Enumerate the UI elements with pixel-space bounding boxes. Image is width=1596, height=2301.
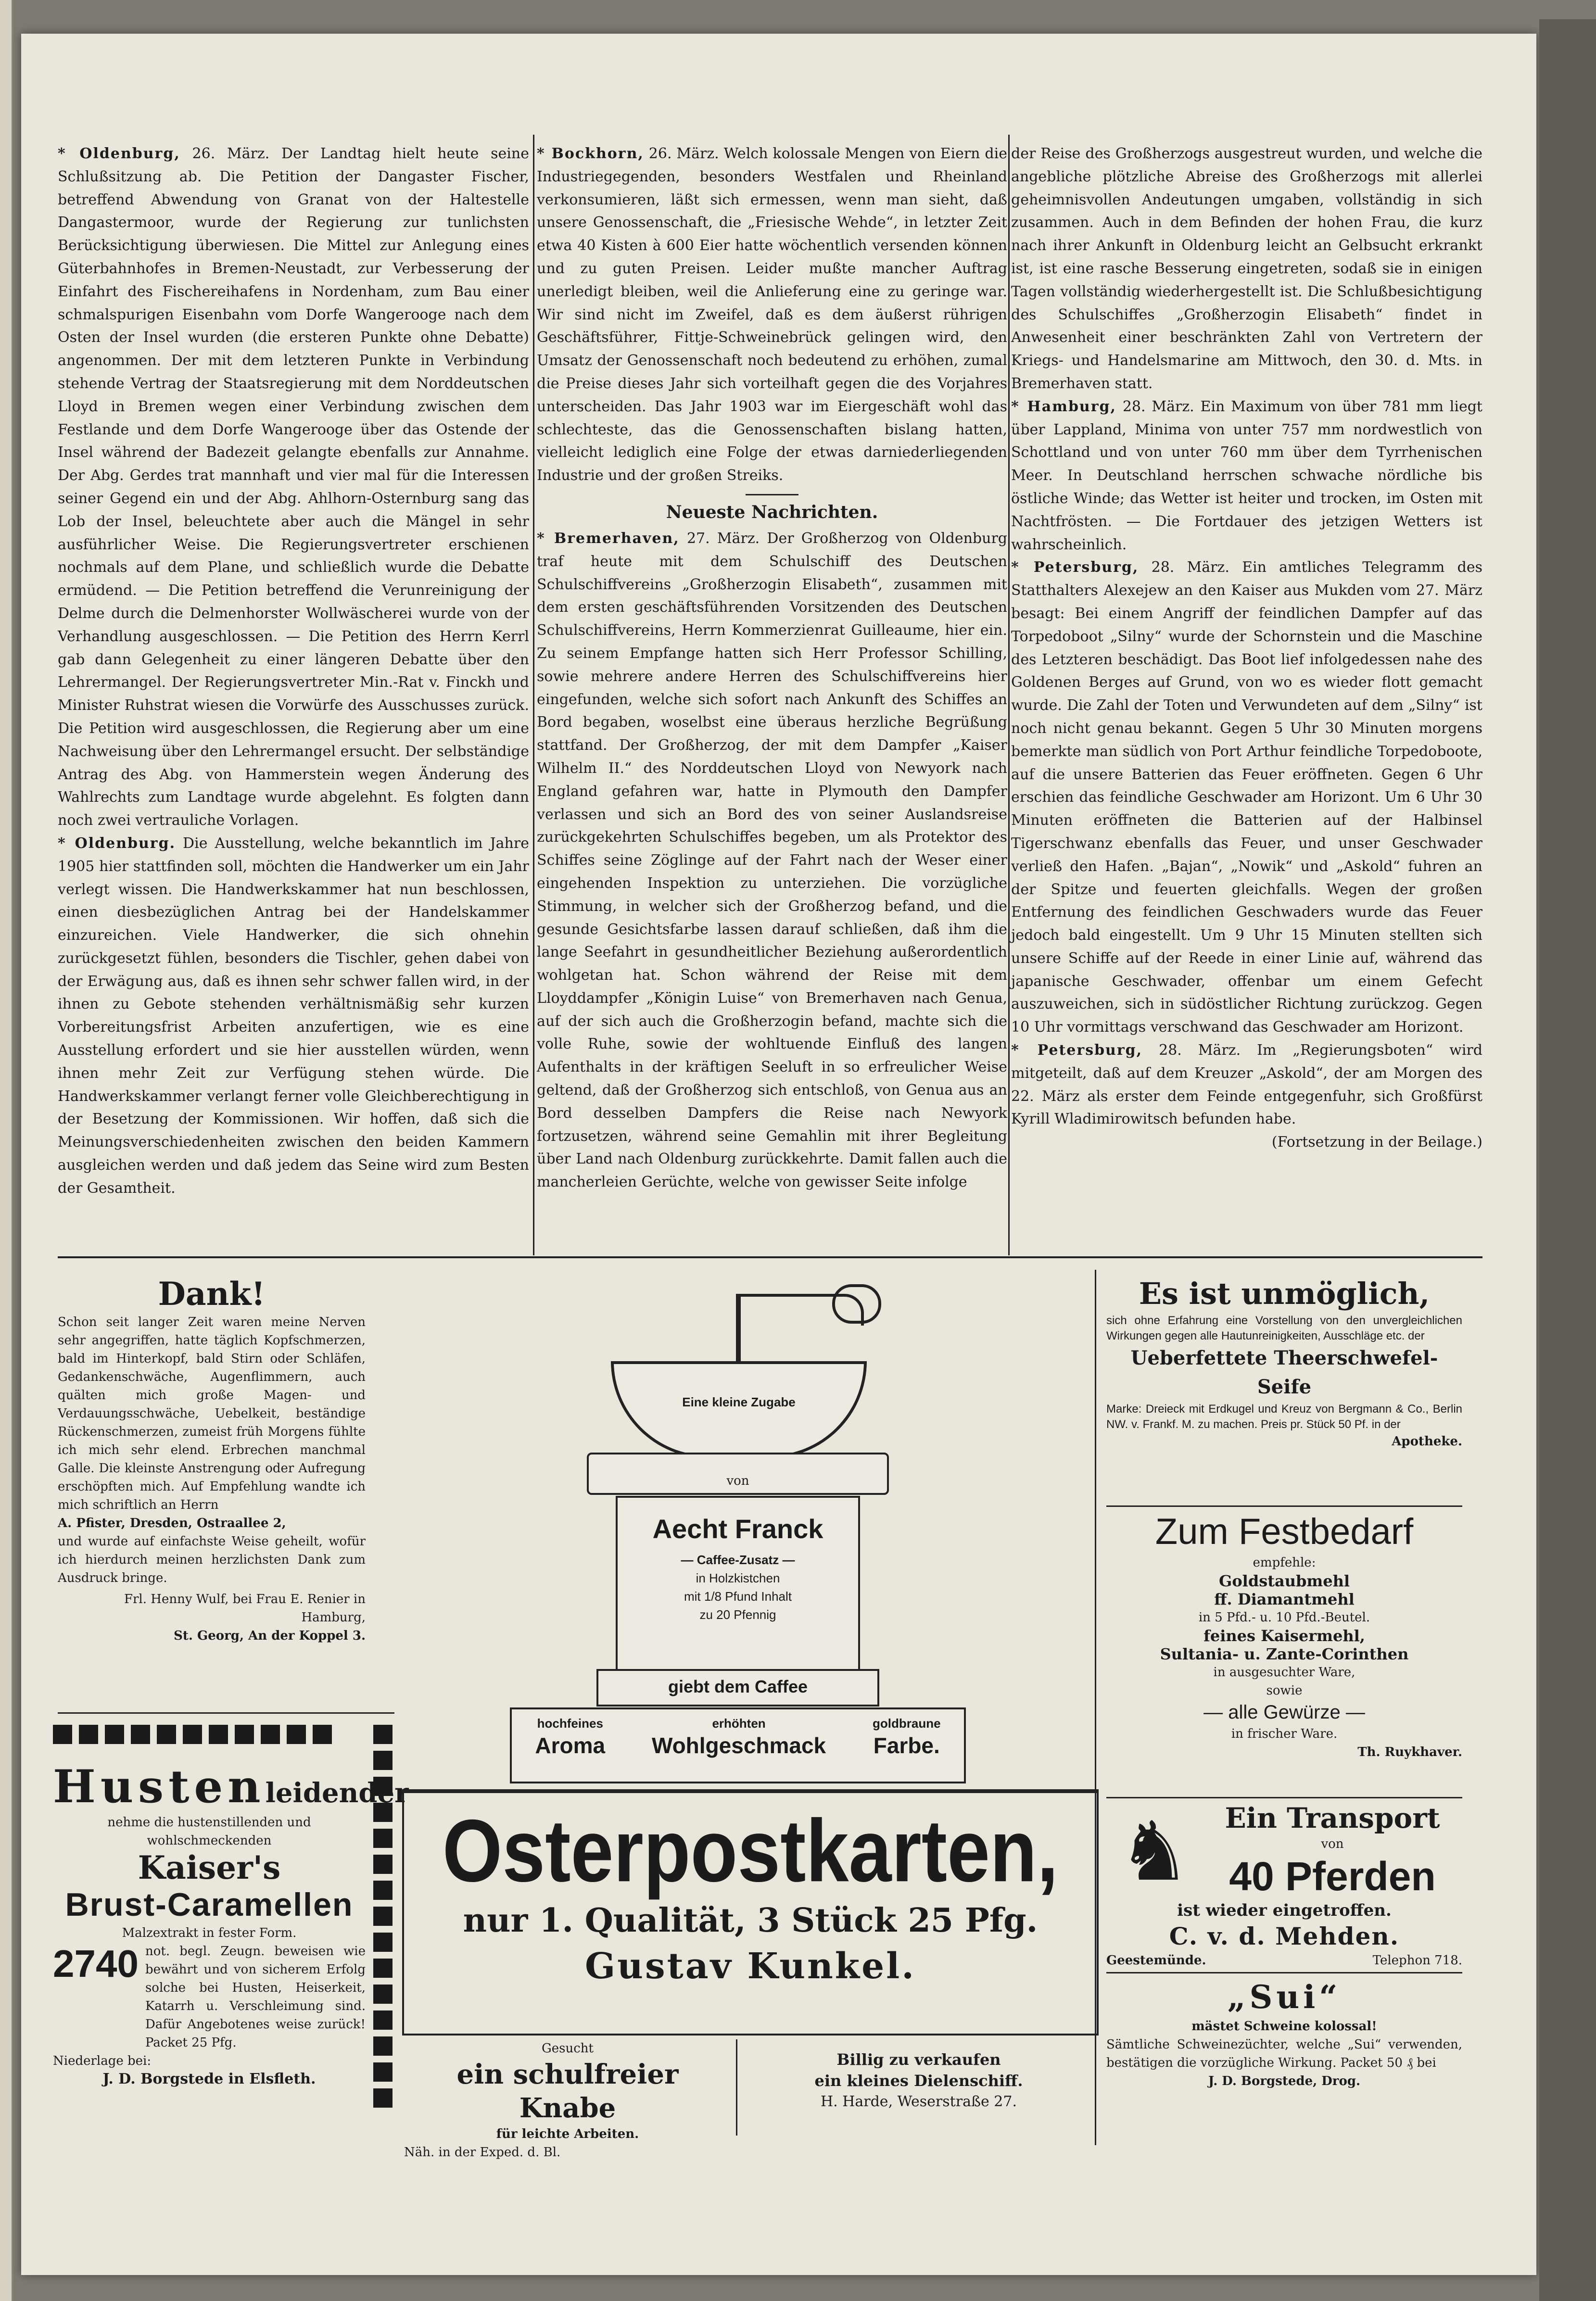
ad-text: Eine kleine Zugabe bbox=[682, 1395, 796, 1409]
article: * Bremerhaven, 27. März. Der Großherzog von Oldenburg traf heute mit dem Schulschiff des Deutschen Schulschiffvereins „Großherzogin Elisabeth“, zusammen mit dem ersten geschäftsführenden Vorsitzenden des Deutschen Schulschiffvereins, Herrn Kommerzienrat Guilleaume, hier ein. Zu seinem Empfange hatten sich Herr Professor Schilling, sowie mehrere andere Herren des Schulschiffvereins hier eingefunden, welche sich sofort nach Ankunft des Schiffes an Bord begaben, woselbst eine überaus herzliche Begrüßung stattfand. Der Großherzog, der mit dem Dampfer „Kaiser Wilhelm II.“ des Norddeutschen Lloyd von Newyork nach England gefahren war, hatte in Plymouth den Dampfer verlassen und sich an Bord des von seiner Auslandsreise zurückgekehrten Schulschiffes begeben, um als Protektor des Schiffes seine Zöglinge auf der Fahrt nach der Weser einer eingehenden Inspektion zu unterziehen. Die vorzügliche Stimmung, in welcher sich der Großherzog befand, und die gesunde Gesichtsfarbe lassen darauf schließen, daß ihm die lange Seefahrt in gesundheitlicher Beziehung außerordentlich wohlgetan hat. Schon während der Reise mit dem Lloyddampfer „Königin Luise“ von Bremerhaven nach Genua, auf der sich auch die Großherzogin befand, machte sich die volle Ruhe, sowie der wohltuende Einfluß des langen Aufenthalts in der kräftigen Seeluft in so erfreulicher Weise geltend, daß der Großherzog sich entschloß, von Genua aus an Bord desselben Dampfers die Reise nach Newyork fortzusetzen, während seine Gemahlin mit ihrer Begleitung über Land nach Oldenburg zurückkehrte. Damit fallen auch die mancherleien Gerüchte, welche von gewisser Seite infolge bbox=[537, 530, 1007, 1191]
ad-festbedarf: Zum Festbedarf empfehle: Goldstaubmehl ff. Diamantmehl in 5 Pfd.- u. 10 Pfd.-Beutel. feines Kaisermehl, Sultania- u. Zante-Corinthen in ausgesuchter Ware, sowie — alle Gewürze — in frischer Ware. Th. Ruykhaver. bbox=[1106, 1510, 1462, 1794]
ad-seller: Apotheke. bbox=[1392, 1434, 1462, 1449]
ad-title: ein schulfreier Knabe bbox=[456, 2059, 679, 2124]
ad-contact: A. Pfister, Dresden, Ostraallee 2, bbox=[58, 1516, 286, 1530]
grinder-drawer: giebt dem Caffee bbox=[596, 1669, 879, 1707]
ad-count: 40 Pferden bbox=[1229, 1854, 1436, 1899]
column-divider bbox=[533, 135, 534, 1255]
ad-text: nur 1. Qualität, 3 Stück 25 Pfg. bbox=[463, 1901, 1038, 1940]
ad-text: Malzextrakt in fester Form. bbox=[122, 1926, 297, 1940]
ad-pferde: ♞ Ein Transport von 40 Pferden ist wieder eingetroffen. C. v. d. Mehden. Geestemünde. Telephon 718. bbox=[1106, 1802, 1462, 1968]
ad-text: nehme die hustenstillenden und wohlschmeckenden bbox=[107, 1815, 311, 1848]
article: * Petersburg, 28. März. Ein amtliches Telegramm des Statthalters Alexejew an den Kaiser aus Mukden vom 27. März besagt: Bei einem Angriff der feindlichen Dampfer auf das Torpedoboot „Silny“ wurde der Schornstein und die Maschine des Letzteren beschädigt. Das Boot lief infolgedessen nahe des Goldenen Berges auf Grund, von wo es wieder flott gemacht wurde. Die Zahl der Toten und Verwundeten auf dem „Silny“ ist noch nicht genau bekannt. Gegen 5 Uhr 30 Minuten morgens bemerkte man südlich von Port Arthur feindliche Torpedoboote, auf die unsere Batterien das Feuer eröffneten. Gegen 6 Uhr erschien das feindliche Geschwader am Horizont. Um 6 Uhr 30 Minuten eröffneten die Batterien auf der Halbinsel Tigerschwanz ebenfalls das Feuer, und unser Geschwader verließ den Hafen. „Bajan“, „Nowik“ und „Askold“ fuhren an der Spitze und feuerten gleichfalls. Wegen der großen Entfernung des feindlichen Geschwaders wurde das Feuer jedoch bald eingestellt. Um 9 Uhr 15 Minuten stellten sich unsere Schiffe auf der Reede in einer Linie auf, während das japanische Geschwader, offenbar um einem Gefecht auszuweichen, sich in südöstlicher Richtung zurückzog. Gegen 10 Uhr vormittags verschwand das Geschwader am Horizont. bbox=[1011, 559, 1482, 1036]
ad-osterpostkarten bbox=[402, 1789, 1099, 2036]
news-heading: Neueste Nachrichten. bbox=[666, 502, 878, 522]
ad-franck bbox=[399, 1275, 1073, 1784]
grinder-shaft bbox=[736, 1294, 741, 1371]
ad-sui: „Sui“ mästet Schweine kolossal! Sämtliche Schweinezüchter, welche „Sui“ verwenden, bestätigen die vorzügliche Wirkung. Packet 50 ₰ bei J. D. Borgstede, Drog. bbox=[1106, 1977, 1462, 2150]
article: * Bockhorn, 26. März. Welch kolossale Mengen von Eiern die Industriegegenden, besonders Westfalen und Rheinland verkonsumieren, läßt sich ermessen, wenn man sieht, daß unsere Genossenschaft, die „Friesische Wehde“, in letzter Zeit etwa 40 Kisten à 600 Eier hatte wöchentlich versenden können und zu guten Preisen. Leider mußte mancher Auftrag unerledigt bleiben, weil die Anlieferung eine zu geringe war. Wir sind nicht im Zweifel, daß es dem äußerst rührigen Geschäftsführer, Fittje-Schweinebrück gelingen wird, den Umsatz der Genossenschaft noch bedeutend zu erhöhen, zumal die Preise dieses Jahr sich vorteilhaft gegen die des Vorjahres unterscheiden. Das Jahr 1903 war im Eiergeschäft wohl das schlechteste, das die Genossenschaften bislang hatten, vielleicht lediglich eine Folge der etwas darniederliegenden Industrie und der großen Streiks. bbox=[537, 145, 1007, 484]
article: * Oldenburg. Die Ausstellung, welche bekanntlich im Jahre 1905 hier stattfinden soll, möchten die Handwerker um ein Jahr verlegt wissen. Die Handwerkskammer hat nun beschlossen, einen diesbezüglichen Antrag bei der Handelskammer einzureichen. Viele Handwerker, die sich ohnehin zurückgesetzt fühlen, besonders die Tischler, gehen dabei von der Erwägung aus, daß es ihnen sehr schwer fallen wird, in der ihnen zu Gebote stehenden verhältnismäßig sehr kurzen Vorbereitungsfrist Arbeiten anzufertigen, wie es eine Ausstellung erfordert und sie hier ausstellen würden, wenn ihnen mehr Zeit zur Verfügung stehen würde. Die Handwerkskammer verlangt ferner volle Gleichberechtigung in der Besetzung der Kommissionen. Wir hoffen, daß sich die Meinungsverschiedenheiten zwischen den beiden Kammern ausgleichen werden und daß jedem das Seine wird zum Besten der Gesamtheit. bbox=[58, 834, 529, 1197]
ad-divider bbox=[1106, 1797, 1462, 1798]
ad-title: Ein Transport bbox=[1225, 1802, 1440, 1834]
ad-seller: Gustav Kunkel. bbox=[584, 1946, 916, 1987]
ad-text: Niederlage bei: bbox=[53, 2054, 152, 2068]
ad-product: Ueberfettete Theerschwefel-Seife bbox=[1130, 1347, 1438, 1398]
article: * Hamburg, 28. März. Ein Maximum von über 781 mm liegt über Lappland, Minima von unter 757 mm nordwestlich von Schottland und von unter 760 mm über dem Tyrrhenischen Meer. In Deutschland herrschen schwache nördliche bis östliche Winde; das Wetter ist heiter und trocken, im Osten mit Nachtfrösten. — Die Fortdauer des jetzigen Wetters ist wahrscheinlich. bbox=[1011, 398, 1482, 553]
ad-title: Dank! bbox=[158, 1275, 266, 1313]
column-2 bbox=[537, 142, 1007, 1249]
ad-divider bbox=[1106, 1505, 1462, 1507]
ad-body: und wurde auf einfachste Weise geheilt, wofür ich hierdurch meinen herzlichsten Dank zum Ausdruck bringe. bbox=[58, 1534, 366, 1585]
section-divider bbox=[58, 1256, 1482, 1258]
ad-body: Schon seit langer Zeit waren meine Nerven sehr angegriffen, hatte täglich Kopfschmerzen, bald im Hinterkopf, bald Stirn oder Schläfen, Gedankenschwäche, Augenflimmern, auch quälten mich große Magen- und Verdauungsschwäche, Uebelkeit, beständige Rückenschmerzen, zumeist früh Morgens fühlte ich mich sehr elend. Erbrechen manchmal Galle. Die kleinste Anstrengung oder Aufregung erschöpften mich. Auf Empfehlung wandte ich mich schriftlich an Herrn bbox=[58, 1315, 366, 1512]
article: * Oldenburg, 26. März. Der Landtag hielt heute seine Schlußsitzung ab. Die Petition der Dangaster Fischer, betreffend Abwendung von Granat von der Haltestelle Dangastermoor, wurde der Regierung zur tunlichsten Berücksichtigung überwiesen. Die Mittel zur Anlegung eines Güterbahnhofes in Bremen-Neustadt, zur Verbesserung der Einfahrt des Fischereihafens in Nordenham, zum Bau einer schmalspurigen Eisenbahn vom Dorfe Wangerooge nach dem Osten der Insel wurden (die ersteren Punkte ohne Debatte) angenommen. Der mit dem letzteren Punkte in Verbindung stehende Vertrag der Staatsregierung mit dem Norddeutschen Lloyd in Bremen wegen einer Verbindung zwischen dem Festlande und dem Dorfe Wangerooge über das Ostende der Insel während der Badezeit gelangte ebenfalls zur Annahme. Der Abg. Gerdes trat mannhaft und vier mal für die Interessen seiner Gegend ein und der Abg. Ahlhorn-Osternburg sang das Lob der Insel, beleuchtete aber auch die Mängel in sehr ausführlicher Weise. Die Regierungsvertreter erschienen nochmals auf dem Plane, und schließlich wurde die Debatte ermüdend. — Die Petition betreffend die Verunreinigung der Delme durch die Delmenhorster Wollwäscherei wurde von der Verhandlung ausgeschlossen. — Die Petition des Herrn Kerrl gab dann Gelegenheit zu einer längeren Debatte über den Lehrermangel. Der Regierungsvertreter Min.-Rat v. Finckh und Minister Ruhstrat wiesen die Vorwürfe des Ausschusses zurück. Die Petition wird ausgeschlossen, die Regierung aber um eine Nachweisung über den Lehrermangel ersucht. Der selbständige Antrag des Abg. von Hammerstein wegen Änderung des Wahlrechts zum Landtage wurde abgelehnt. Es folgten dann noch zwei vertrauliche Vorlagen. bbox=[58, 145, 529, 829]
ad-brand: Kaiser's bbox=[138, 1849, 281, 1886]
ad-brand: Aecht Franck bbox=[652, 1514, 823, 1544]
ad-divider bbox=[58, 1712, 394, 1714]
ad-seife: Es ist unmöglich, sich ohne Erfahrung eine Vorstellung von den unvergleichlichen Wirkungen gegen alle Hautunreinigkeiten, Ausschläge etc. der Ueberfettete Theerschwefel-Seife Marke: Dreieck mit Erdkugel und Kreuz von Bergmann & Co., Berlin NW. v. Frankf. M. zu machen. Preis pr. Stück 50 Pf. in der Apotheke. bbox=[1106, 1275, 1462, 1501]
article: der Reise des Großherzogs ausgestreut wurden, und welche die angebliche plötzliche Abreise des Großherzogs mit allerlei geheimnisvollen Andeutungen umgaben, vollständig in sich zusammen. Auch in dem Befinden der hohen Frau, die kurz nach ihrer Ankunft in Oldenburg leicht an Gelbsucht erkrankt ist, ist eine rasche Besserung eingetreten, sodaß sie in einigen Tagen vollständig wiederhergestellt ist. Die Schlußbesichtigung des Schulschiffes „Großherzogin Elisabeth“ findet in Anwesenheit einer beschränkten Zahl von Vertretern der Kriegs- und Handelsmarine am Mittwoch, den 30. d. Mts. in Bremerhaven statt. bbox=[1011, 145, 1482, 392]
grinder-lid: von bbox=[587, 1453, 889, 1495]
ad-signature: Frl. Henny Wulf, bei Frau E. Renier in Hamburg, bbox=[124, 1592, 366, 1625]
grinder-knob bbox=[832, 1284, 881, 1324]
article: * Petersburg, 28. März. Im „Regierungsboten“ wird mitgeteilt, daß auf dem Kreuzer „Askold“, der am Morgen des 22. März als erster dem Feinde entgegenfuhr, sich Großfürst Kyrill Wladimirowitsch befunden habe. bbox=[1011, 1042, 1482, 1128]
checker-border bbox=[53, 1725, 332, 1744]
ad-address: St. Georg, An der Koppel 3. bbox=[174, 1629, 366, 1643]
ad-gesucht: Gesucht ein schulfreier Knabe für leichte Arbeiten. Näh. in der Exped. d. Bl. bbox=[404, 2039, 731, 2145]
continuation-note: (Fortsetzung in der Beilage.) bbox=[1271, 1134, 1482, 1151]
ad-divider bbox=[1095, 1270, 1096, 2145]
column-divider bbox=[1008, 135, 1010, 1255]
ad-title: „Sui“ bbox=[1227, 1978, 1342, 2016]
ad-seller: C. v. d. Mehden. bbox=[1169, 1922, 1400, 1950]
previous-page-edge bbox=[0, 0, 13, 2301]
ad-title: Es ist unmöglich, bbox=[1139, 1276, 1430, 1311]
ad-text: not. begl. Zeugn. beweisen wie bewährt und von sicherem Erfolg solche bei Husten, Heiserkeit, Katarrh u. Verschleimung sind. Dafür Angebotenes weise zurück! Packet 25 Pfg. bbox=[145, 1944, 366, 2050]
grinder-box: Aecht Franck — Caffee-Zusatz — in Holzkistchen mit 1/8 Pfund Inhalt zu 20 Pfennig bbox=[616, 1496, 860, 1673]
ad-title: Osterpostkarten, bbox=[442, 1801, 1059, 1900]
column-1 bbox=[58, 142, 529, 1249]
ad-seller: Th. Ruykhaver. bbox=[1357, 1745, 1462, 1759]
horse-icon: ♞ bbox=[1117, 1804, 1191, 1899]
ad-number: 2740 bbox=[53, 1942, 139, 1985]
ad-seller: J. D. Borgstede in Elsfleth. bbox=[102, 2071, 316, 2087]
ad-husten: Hustenleidender nehme die hustenstillenden und wohlschmeckenden Kaiser's Brust-Caramellen Malzextrakt in fester Form. 2740 not. begl. Zeugn. beweisen wie bewährt und von sicherem Erfolg solche bei Husten, Heiserkeit, Katarrh u. Verschleimung sind. Dafür Angebotenes weise zurück! Packet 25 Pfg. Niederlage bei: J. D. Borgstede in Elsfleth. bbox=[53, 1760, 409, 2087]
short-rule bbox=[746, 494, 798, 495]
ad-divider bbox=[1106, 1972, 1462, 1973]
ad-divider bbox=[736, 2039, 737, 2136]
ad-title: Husten bbox=[53, 1760, 266, 1813]
ad-billig: Billig zu verkaufen ein kleines Dielenschiff. H. Harde, Weserstraße 27. bbox=[814, 2050, 1023, 2110]
grinder-base: hochfeines Aroma erhöhten Wohlgeschmack goldbraune Farbe. bbox=[510, 1707, 966, 1783]
ad-title: Zum Festbedarf bbox=[1155, 1511, 1414, 1552]
ad-seller: J. D. Borgstede, Drog. bbox=[1208, 2074, 1361, 2088]
grinder-bowl bbox=[611, 1361, 867, 1458]
ad-dank bbox=[58, 1275, 366, 1707]
column-3 bbox=[1011, 142, 1482, 1249]
ad-product: Brust-Caramellen bbox=[65, 1886, 354, 1923]
book-edge bbox=[1539, 19, 1596, 2301]
